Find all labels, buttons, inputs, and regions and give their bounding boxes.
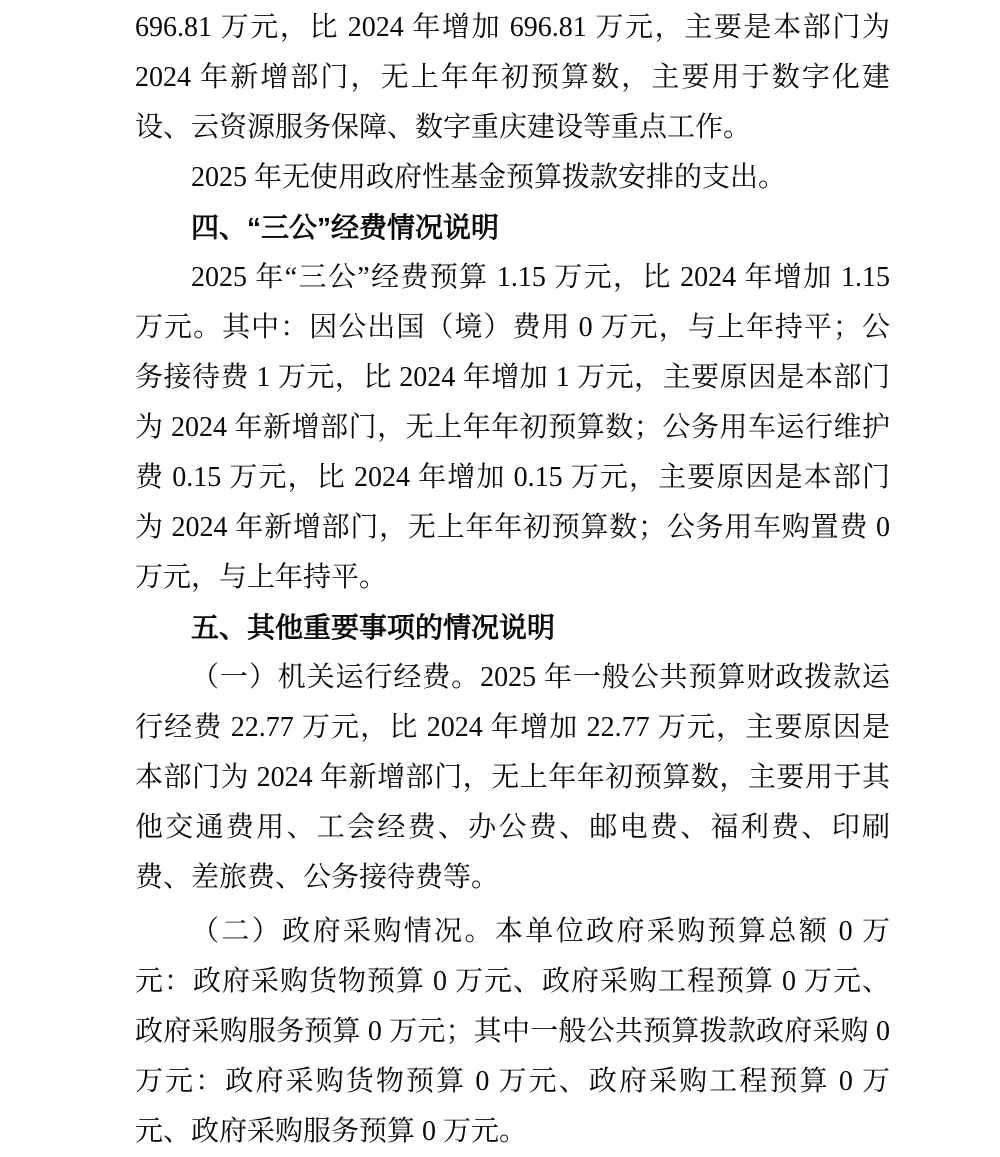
paragraph-gov-fund-continuation: 696.81 万元，比 2024 年增加 696.81 万元，主要是本部门为 2024 年新增部门，无上年年初预算数，主要用于数字化建设、云资源服务保障、数字重庆建设等重点工作。 — [135, 12, 890, 143]
paragraph-agency-operating-expenses: （一）机关运行经费。2025 年一般公共预算财政拨款运行经费 22.77 万元，比 2024 年增加 22.77 万元，主要原因是本部门为 2024 年新增部门，无上年年初预算数，主要用于其他交通费用、工会经费、办公费、邮电费、福利费、印刷费、差旅费、公务接待费等。 — [135, 662, 890, 893]
paragraph-sangong-expenses-detail: 2025 年“三公”经费预算 1.15 万元，比 2024 年增加 1.15 万元。其中：因公出国（境）费用 0 万元，与上年持平；公务接待费 1 万元，比 2024 年增加 1 万元，主要原因是本部门为 2024 年新增部门，无上年年初预算数；公务用车运行维护费 0.15 万元，比 2024 年增加 0.15 万元，主要原因是本部门为 2024 年新增部门，无上年年初预算数；公务用车购置费 0 万元，与上年持平。 — [135, 262, 890, 593]
section-heading-five-other-important-matters: 五、其他重要事项的情况说明 — [191, 612, 556, 643]
paragraph-no-gov-fund-expenditure: 2025 年无使用政府性基金预算拨款安排的支出。 — [191, 162, 787, 193]
section-heading-four-sangong-expenses: 四、“三公”经费情况说明 — [191, 212, 500, 243]
paragraph-government-procurement: （二）政府采购情况。本单位政府采购预算总额 0 万元：政府采购货物预算 0 万元、政府采购工程预算 0 万元、政府采购服务预算 0 万元；其中一般公共预算拨款政府采购 0 万元：政府采购货物预算 0 万元、政府采购工程预算 0 万元、政府采购服务预算 0 万元。 — [135, 916, 890, 1147]
